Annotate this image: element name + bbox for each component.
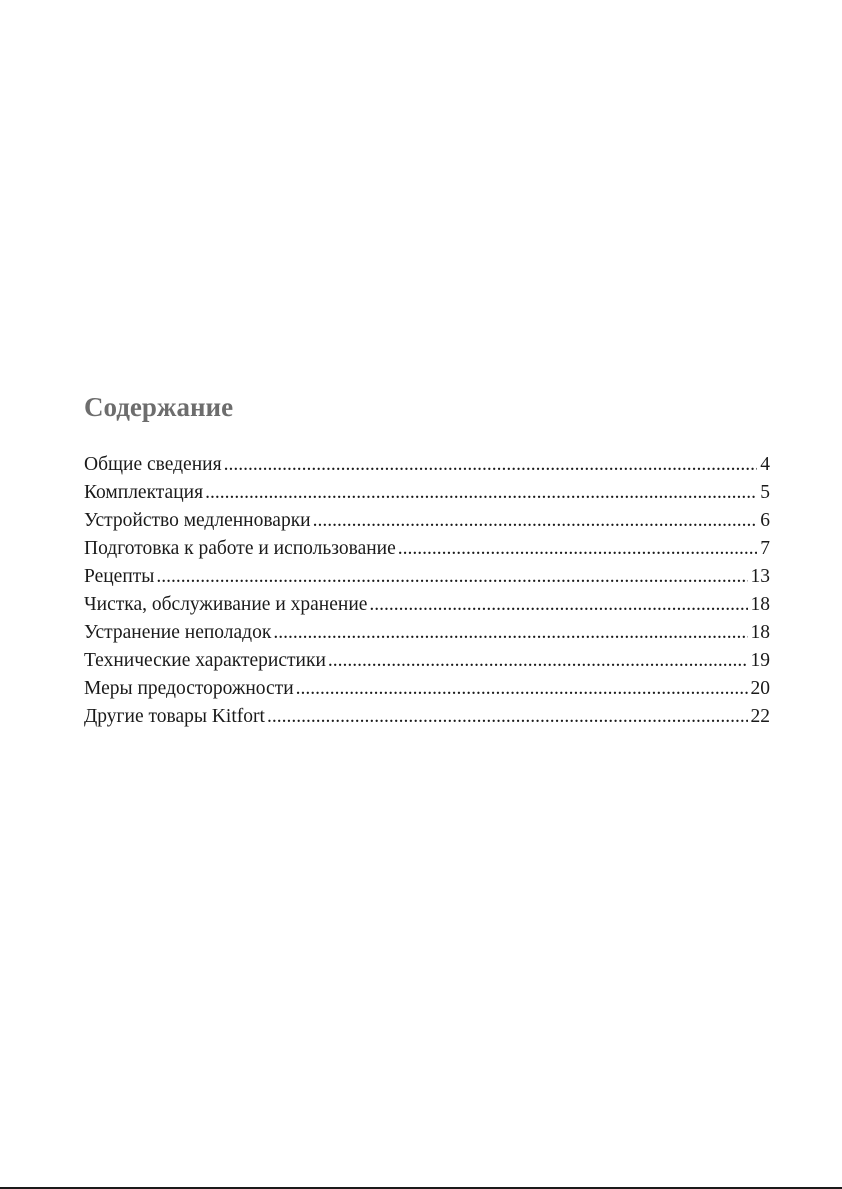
toc-entry-page-number: 5: [760, 482, 770, 503]
toc-entry-page-number: 22: [750, 706, 770, 727]
toc-entry-safety-precautions[interactable]: [84, 675, 770, 703]
toc-title: Содержание: [84, 392, 234, 422]
toc-entry-page-number: 18: [750, 622, 770, 643]
toc-entry-page-number: 18: [750, 594, 770, 615]
toc-dot-leader: [369, 591, 747, 619]
toc-entry-label: Другие товары Kitfort: [84, 706, 265, 727]
toc-entry-preparation-and-use[interactable]: [84, 535, 770, 563]
toc-entry-label: Подготовка к работе и использование: [84, 538, 396, 559]
toc-entry-label: Меры предосторожности: [84, 678, 294, 699]
toc-dot-leader: [398, 535, 757, 563]
toc-entry-label: Комплектация: [84, 482, 204, 503]
toc-entry-general-info[interactable]: [84, 451, 770, 479]
toc-entry-label: Устройство медленноварки: [84, 510, 311, 531]
toc-dot-leader: [273, 619, 747, 647]
toc-entry-page-number: 13: [750, 566, 770, 587]
toc-entry-label: Устранение неполадок: [84, 622, 272, 643]
toc-entry-label: Чистка, обслуживание и хранение: [84, 594, 368, 615]
toc-entry-cleaning-and-storage[interactable]: [84, 591, 770, 619]
toc-entry-label: Рецепты: [84, 566, 155, 587]
toc-entry-label: Технические характеристики: [84, 650, 326, 671]
toc-list: [84, 451, 770, 731]
toc-entry-specifications[interactable]: [84, 647, 770, 675]
toc-entry-other-products[interactable]: [84, 703, 770, 731]
toc-dot-leader: [205, 479, 757, 507]
toc-dot-leader: [224, 451, 758, 479]
toc-dot-leader: [313, 507, 758, 535]
toc-dot-leader: [328, 647, 748, 675]
toc-entry-package-contents[interactable]: [84, 479, 770, 507]
toc-entry-page-number: 20: [750, 678, 770, 699]
toc-entry-recipes[interactable]: [84, 563, 770, 591]
toc-entry-troubleshooting[interactable]: [84, 619, 770, 647]
toc-entry-device-structure[interactable]: [84, 507, 770, 535]
toc-entry-page-number: 4: [760, 454, 770, 475]
toc-entry-page-number: 6: [760, 510, 770, 531]
toc-dot-leader: [267, 703, 748, 731]
toc-entry-page-number: 7: [760, 538, 770, 559]
toc-entry-label: Общие сведения: [84, 454, 222, 475]
toc-entry-page-number: 19: [750, 650, 770, 671]
toc-dot-leader: [156, 563, 747, 591]
toc-dot-leader: [296, 675, 748, 703]
